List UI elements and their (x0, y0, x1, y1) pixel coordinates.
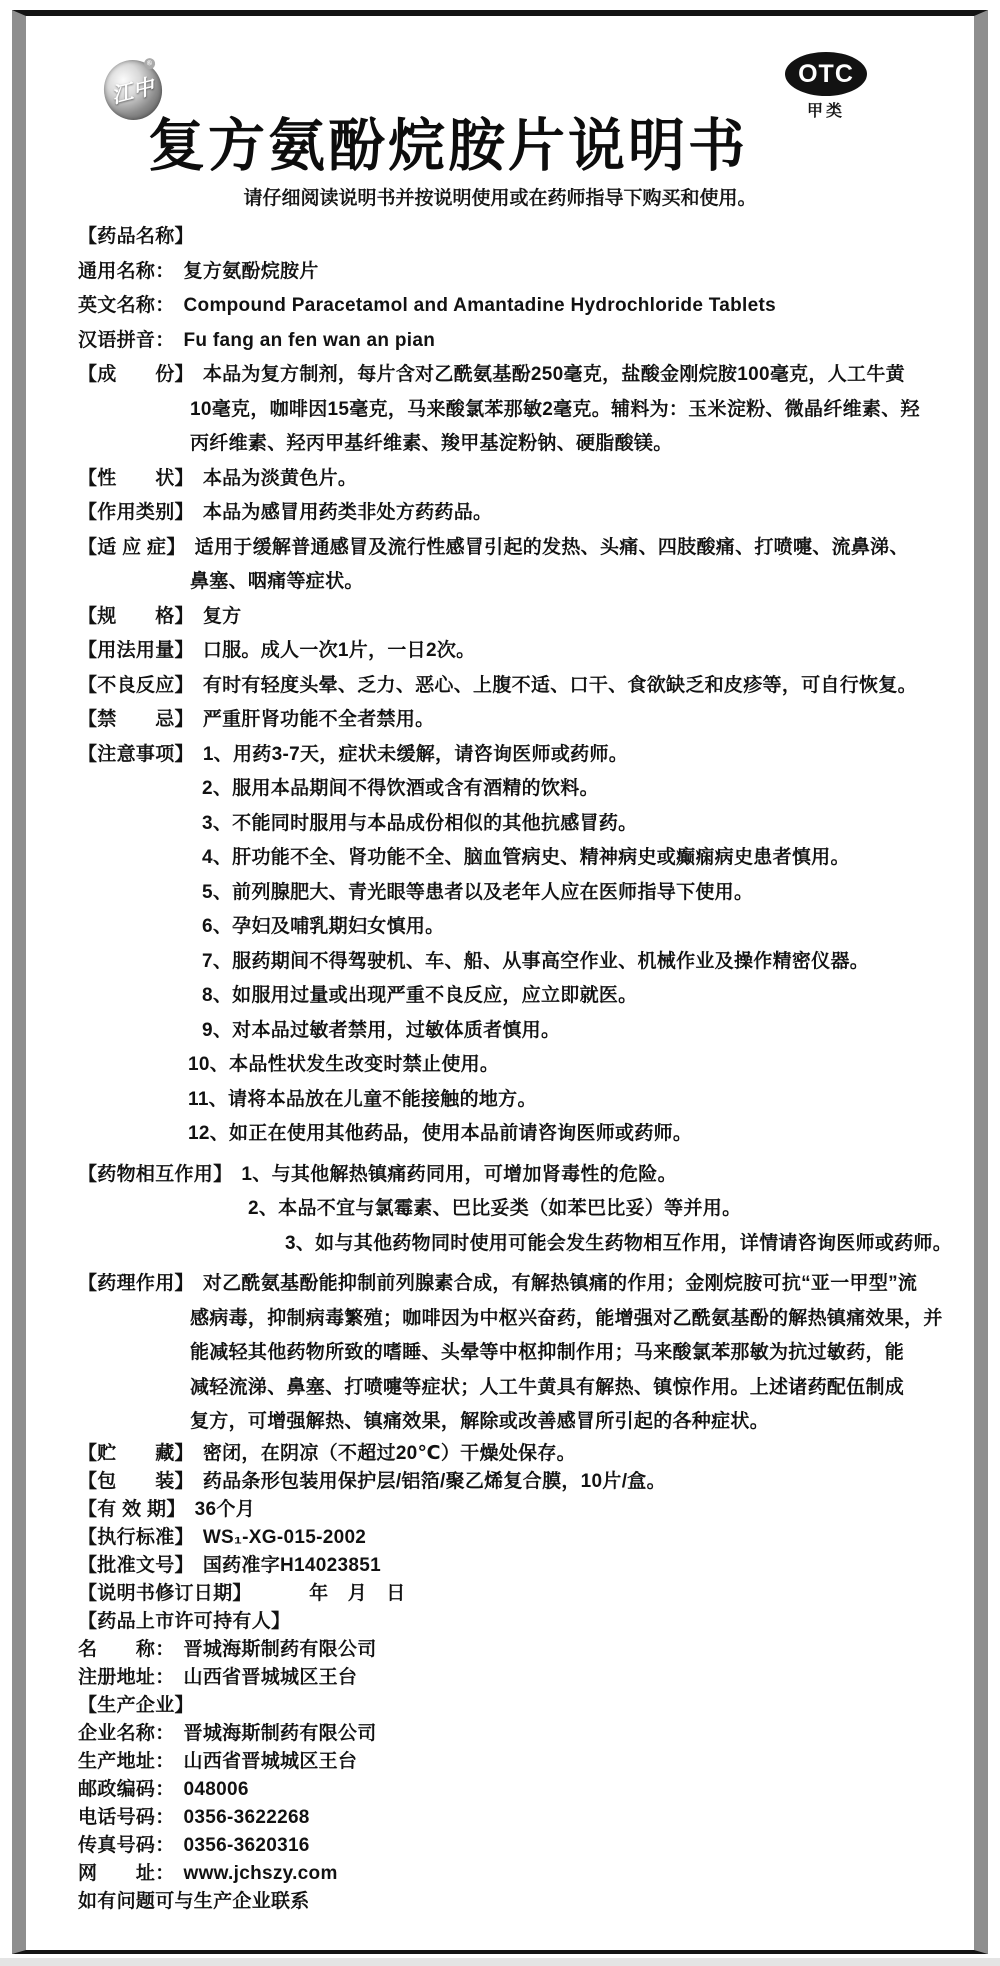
leaflet-line-pinyin: 汉语拼音： Fu fang an fen wan an pian (78, 329, 436, 351)
otc-mark-icon (785, 52, 867, 96)
leaflet-line-approval-number: 【批准文号】 国药准字H14023851 (78, 1554, 381, 1576)
leaflet-line: 减轻流涕、鼻塞、打喷嚏等症状；人工牛黄具有解热、镇惊作用。上述诸药配伍制成 (190, 1376, 905, 1398)
registered-trademark-icon: ® (143, 57, 156, 70)
leaflet-line-postal-code: 邮政编码： 048006 (78, 1778, 249, 1800)
leaflet-line-phone: 电话号码： 0356-3622268 (78, 1806, 310, 1828)
leaflet-line-generic-name: 通用名称： 复方氨酚烷胺片 (78, 260, 319, 282)
leaflet-line-drug-interactions: 【药物相互作用】 1、与其他解热镇痛药同用，可增加肾毒性的危险。 (78, 1163, 677, 1185)
leaflet-line: 3、不能同时服用与本品成份相似的其他抗感冒药。 (202, 812, 638, 834)
leaflet-line-indications: 【适 应 症】 适用于缓解普通感冒及流行性感冒引起的发热、头痛、四肢酸痛、打喷嚏、流鼻涕、 (78, 536, 909, 558)
leaflet-line-holder-name: 名 称： 晋城海斯制药有限公司 (78, 1638, 377, 1660)
leaflet-line-production-address: 生产地址： 山西省晋城城区王台 (78, 1750, 358, 1772)
leaflet-line: 5、前列腺肥大、青光眼等患者以及老年人应在医师指导下使用。 (202, 881, 754, 903)
leaflet-line: 复方，可增强解热、镇痛效果，解除或改善感冒所引起的各种症状。 (190, 1411, 770, 1432)
leaflet-line-english-name: 英文名称： Compound Paracetamol and Amantadine Hydrochloride Tablets (78, 295, 776, 316)
leaflet-line: 9、对本品过敏者禁用，过敏体质者慎用。 (202, 1019, 561, 1041)
leaflet-line-fax: 传真号码： 0356-3620316 (78, 1834, 310, 1856)
leaflet-line-company-name: 企业名称： 晋城海斯制药有限公司 (78, 1722, 377, 1744)
leaflet-line-pharmacology: 【药理作用】 对乙酰氨基酚能抑制前列腺素合成，有解热镇痛的作用；金刚烷胺可抗“亚一甲型”流 (78, 1273, 918, 1294)
leaflet-line-shelf-life: 【有 效 期】 36个月 (78, 1498, 256, 1520)
brand-name: 江中 (109, 74, 158, 108)
otc-mark-text: OTC (798, 59, 854, 88)
leaflet-line: 12、如正在使用其他药品，使用本品前请咨询医师或药师。 (188, 1123, 693, 1144)
leaflet-line: 11、请将本品放在儿童不能接触的地方。 (188, 1088, 537, 1110)
leaflet-line: 10、本品性状发生改变时禁止使用。 (188, 1054, 500, 1075)
leaflet-line-website: 网 址： www.jchszy.com (78, 1862, 338, 1884)
leaflet-line-contact-note: 如有问题可与生产企业联系 (78, 1890, 310, 1912)
leaflet-body (78, 220, 954, 1916)
leaflet-line-contraindications: 【禁 忌】 严重肝肾功能不全者禁用。 (78, 709, 435, 730)
leaflet-line-license-holder-section: 【药品上市许可持有人】 (78, 1610, 291, 1632)
leaflet-line-registered-address: 注册地址： 山西省晋城城区王台 (78, 1666, 358, 1688)
otc-class-label: 甲类 (806, 103, 845, 120)
leaflet-line-adverse-reactions: 【不良反应】 有时有轻度头晕、乏力、恶心、上腹不适、口干、食欲缺乏和皮疹等，可自行恢复。 (78, 674, 917, 696)
leaflet-line-strength: 【规 格】 复方 (78, 605, 242, 627)
leaflet-line: 丙纤维素、羟丙甲基纤维素、羧甲基淀粉钠、硬脂酸镁。 (190, 433, 673, 454)
leaflet-line: 鼻塞、咽痛等症状。 (190, 571, 364, 592)
leaflet-line: 10毫克，咖啡因15毫克，马来酸氯苯那敏2毫克。辅料为：玉米淀粉、微晶纤维素、羟 (190, 398, 920, 420)
leaflet-line: 4、肝功能不全、肾功能不全、脑血管病史、精神病史或癫痫病史患者慎用。 (202, 847, 850, 868)
leaflet-line: 3、如与其他药物同时使用可能会发生药物相互作用，详情请咨询医师或药师。 (285, 1232, 953, 1254)
usage-notice: 请仔细阅读说明书并按说明使用或在药师指导下购买和使用。 (243, 188, 757, 209)
leaflet-line-manufacturer-section: 【生产企业】 (78, 1694, 194, 1716)
leaflet-line: 8、如服用过量或出现严重不良反应，应立即就医。 (202, 985, 638, 1006)
page-bottom-shadow (0, 1958, 1000, 1966)
leaflet-line: 2、本品不宜与氯霉素、巴比妥类（如苯巴比妥）等并用。 (248, 1198, 742, 1219)
leaflet-line-drug-name-section: 【药品名称】 (78, 226, 194, 247)
leaflet-line-description: 【性 状】 本品为淡黄色片。 (78, 467, 358, 489)
leaflet-line-storage: 【贮 藏】 密闭，在阴凉（不超过20℃）干燥处保存。 (78, 1442, 576, 1464)
leaflet-line: 6、孕妇及哺乳期妇女慎用。 (202, 916, 445, 937)
leaflet-line: 7、服药期间不得驾驶机、车、船、从事高空作业、机械作业及操作精密仪器。 (202, 950, 870, 972)
leaflet-line-packaging: 【包 装】 药品条形包装用保护层/铝箔/聚乙烯复合膜，10片/盒。 (78, 1470, 666, 1492)
otc-badge (784, 52, 868, 121)
leaflet-line: 感病毒，抑制病毒繁殖；咖啡因为中枢兴奋药，能增强对乙酰氨基酚的解热镇痛效果，并 (190, 1307, 943, 1329)
leaflet-line-standard: 【执行标准】 WS₁-XG-015-2002 (78, 1526, 367, 1548)
leaflet-page (12, 10, 988, 1954)
leaflet-line-ingredients: 【成 份】 本品为复方制剂，每片含对乙酰氨基酚250毫克，盐酸金刚烷胺100毫克，人工牛黄 (78, 364, 905, 385)
leaflet-line-dosage: 【用法用量】 口服。成人一次1片，一日2次。 (78, 640, 476, 661)
leaflet-line-category: 【作用类别】 本品为感冒用药类非处方药药品。 (78, 502, 493, 523)
leaflet-line: 能减轻其他药物所致的嗜睡、头晕等中枢抑制作用；马来酸氯苯那敏为抗过敏药，能 (190, 1342, 905, 1363)
leaflet-line: 2、服用本品期间不得饮酒或含有酒精的饮料。 (202, 778, 599, 799)
leaflet-line-revision-date: 【说明书修订日期】 年 月 日 (78, 1582, 406, 1604)
page-title: 复方氨酚烷胺片说明书 (148, 114, 748, 178)
leaflet-line-precautions: 【注意事项】 1、用药3-7天，症状未缓解，请咨询医师或药师。 (78, 743, 629, 765)
